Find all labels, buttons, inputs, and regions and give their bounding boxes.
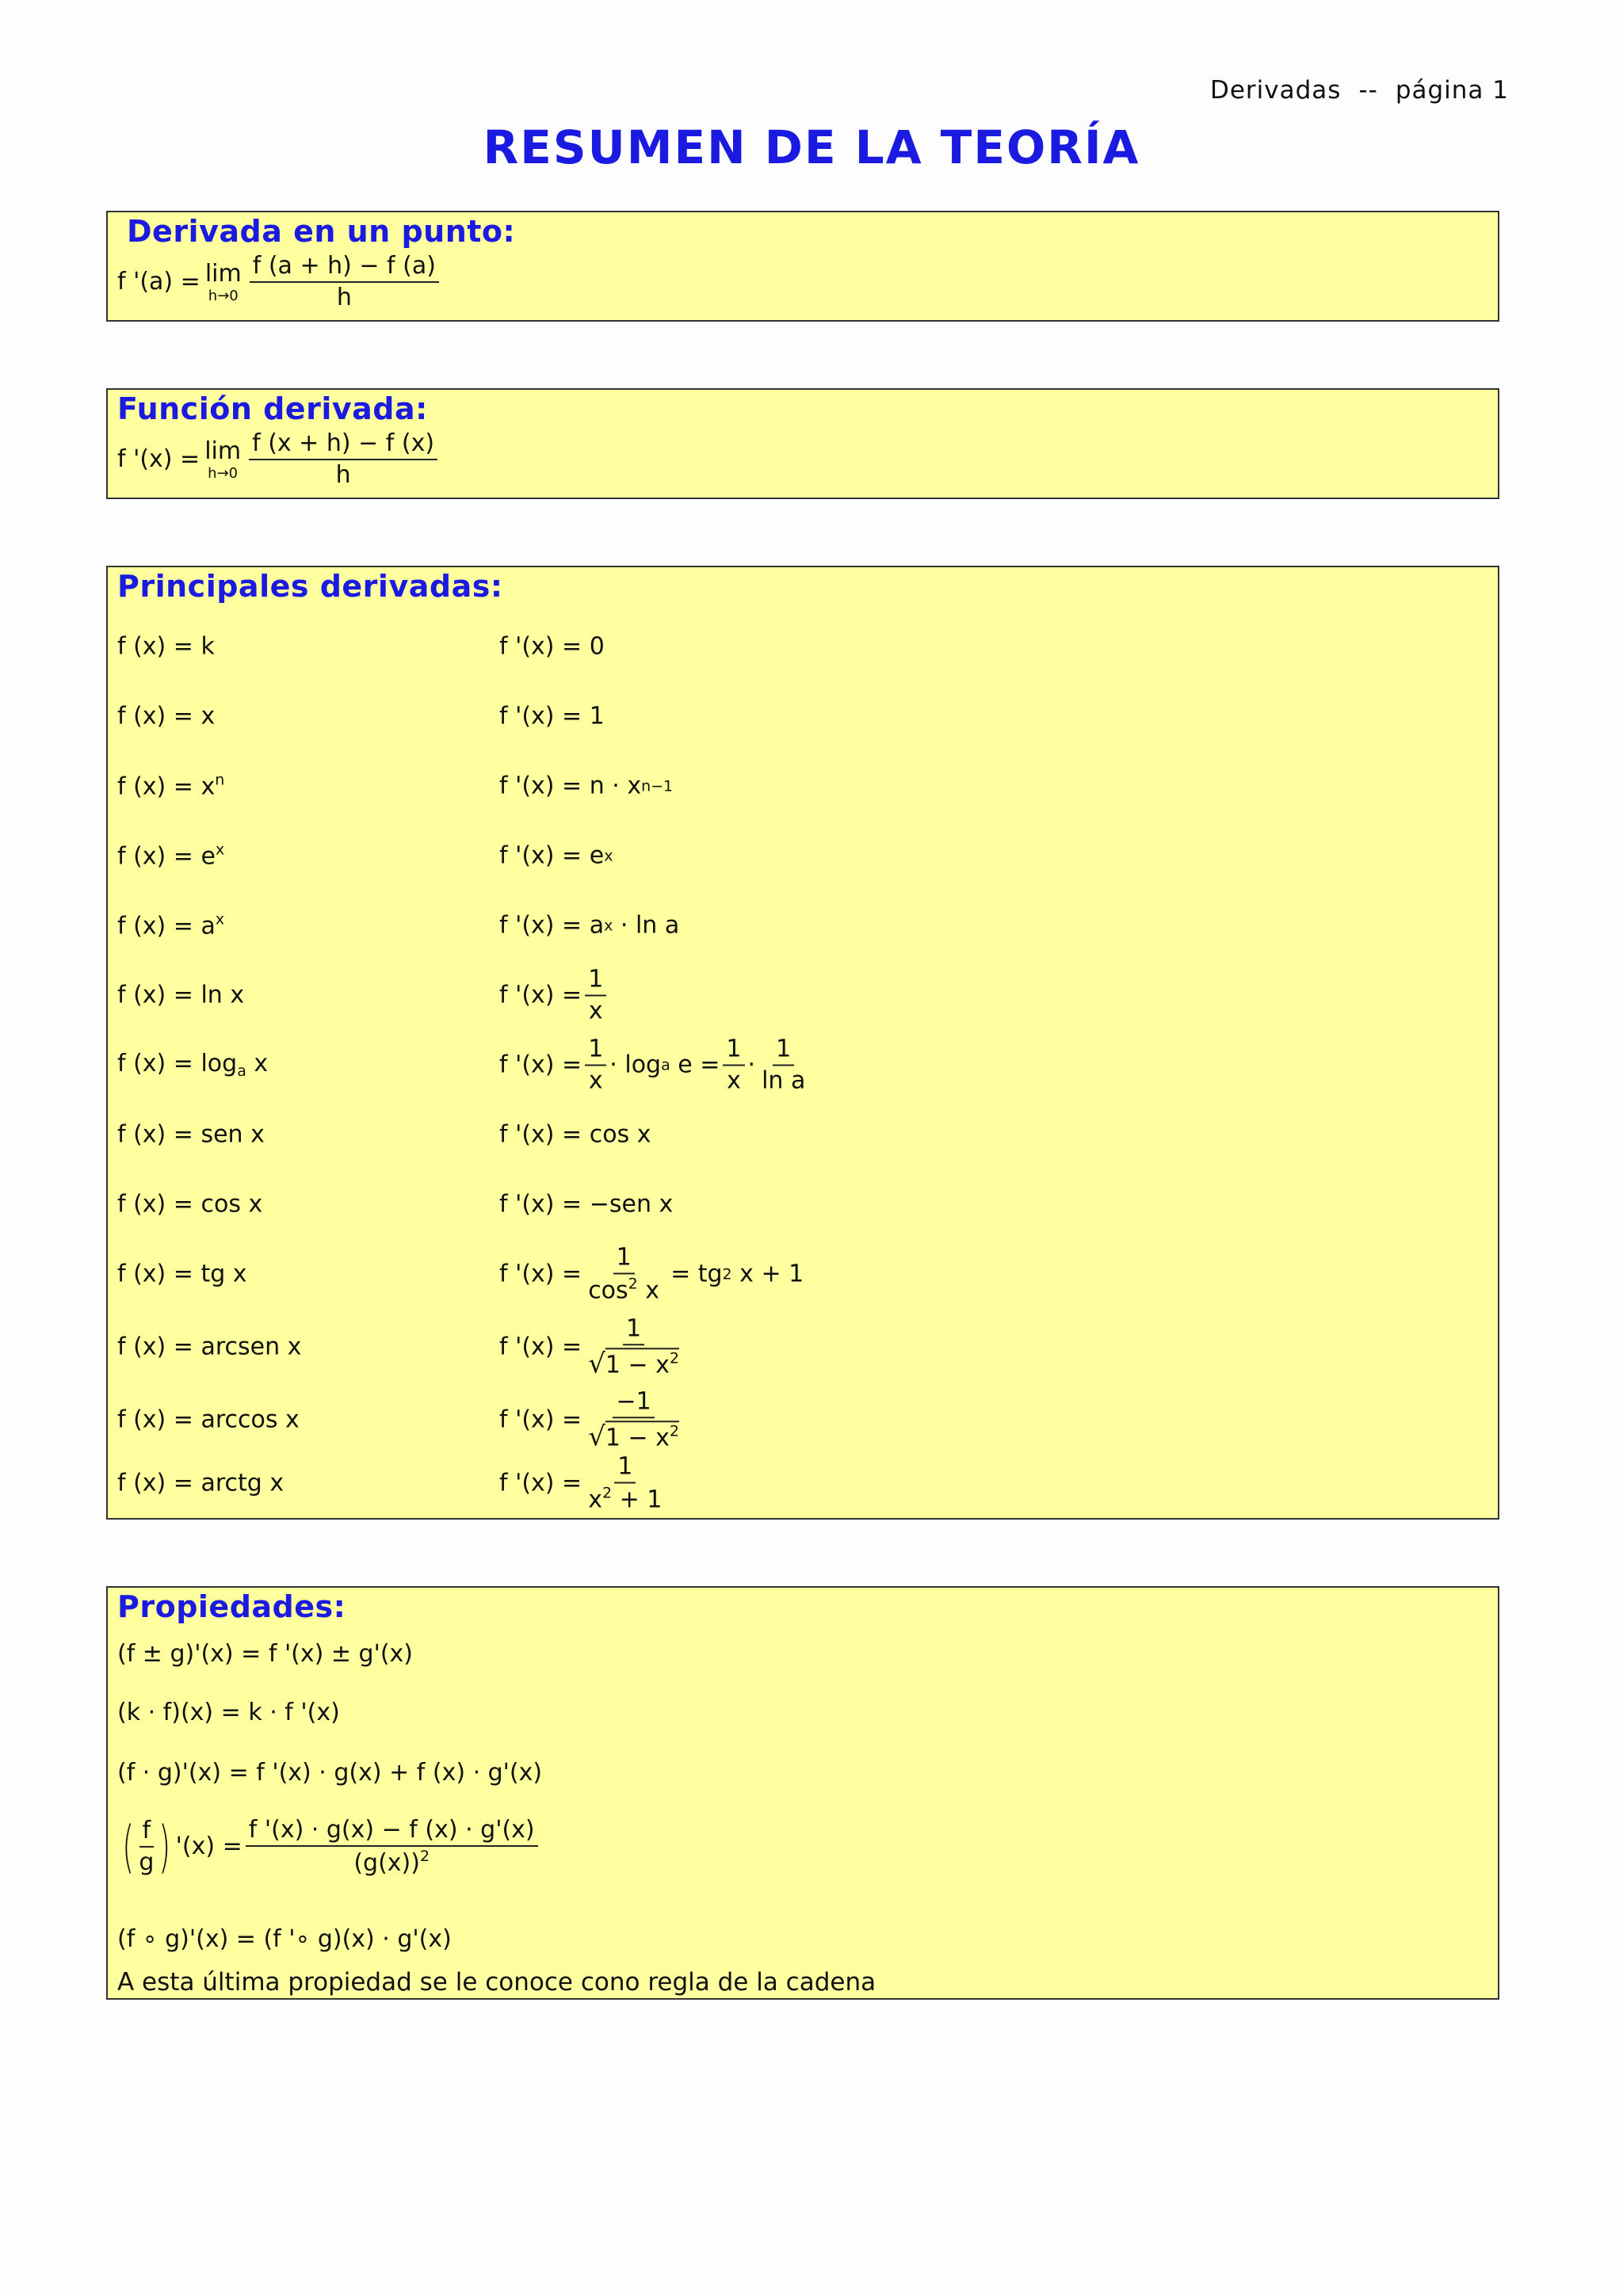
square-root xyxy=(588,1421,679,1451)
expr-base: 1 − x xyxy=(605,1423,670,1451)
fraction-numerator: −1 xyxy=(613,1389,654,1418)
properties-title: Propiedades: xyxy=(117,1589,346,1624)
point-derivative-formula xyxy=(117,254,442,310)
expr-exponent: x xyxy=(604,847,613,864)
page-title: RESUMEN DE LA TEORÍA xyxy=(483,120,1140,174)
expr-tail: x + 1 xyxy=(731,1260,804,1288)
expr-base: (g(x)) xyxy=(353,1848,420,1877)
derivative-expr xyxy=(499,1245,804,1303)
expr-mid: e = xyxy=(670,1051,720,1079)
fraction-numerator: 1 xyxy=(723,1037,744,1066)
property-product-rule: (f · g)'(x) = f '(x) · g(x) + f (x) · g'(x) xyxy=(117,1759,543,1787)
derivative-row-arccos xyxy=(117,1385,1465,1455)
derivative-expr: f '(x) = −sen x xyxy=(499,1190,674,1219)
expr-subscript: a xyxy=(237,1062,246,1080)
function-expr xyxy=(117,772,224,801)
expr-exponent: x xyxy=(604,917,613,934)
expr-tail: x xyxy=(246,1050,269,1077)
fraction-denominator: h xyxy=(335,460,351,489)
derivative-expr xyxy=(499,1452,668,1513)
expr-exponent: x xyxy=(215,841,225,859)
fraction-denominator: g xyxy=(139,1848,155,1876)
derivative-expr xyxy=(499,1037,812,1093)
main-derivatives-title: Principales derivadas: xyxy=(117,569,503,604)
expr-base: f (x) = x xyxy=(117,772,216,801)
expr-tail: + 1 xyxy=(612,1486,663,1513)
header-page-number: página 1 xyxy=(1395,76,1509,105)
limit-operator xyxy=(204,437,241,482)
derivative-row-log xyxy=(117,1030,1465,1100)
limit-label: lim xyxy=(204,259,242,288)
function-expr: f (x) = arctg x xyxy=(117,1469,285,1497)
derivative-row-power xyxy=(117,751,1465,821)
fraction xyxy=(136,1818,157,1875)
derivative-expr: f '(x) = 0 xyxy=(499,632,605,661)
function-expr xyxy=(117,841,224,871)
fraction-denominator: ln a xyxy=(762,1066,806,1094)
derivative-expr xyxy=(499,967,609,1024)
derivative-function-title: Función derivada: xyxy=(117,391,428,426)
derivative-row-cos xyxy=(117,1169,1465,1239)
function-expr: f (x) = sen x xyxy=(117,1120,265,1149)
derivative-lhs: f '(x) = xyxy=(499,1260,582,1288)
fraction xyxy=(758,1037,808,1093)
expr-exponent: 2 xyxy=(419,1847,430,1865)
left-paren: ( xyxy=(122,1814,135,1879)
derivative-row-ln xyxy=(117,960,1465,1030)
fraction-denominator: h xyxy=(336,283,352,311)
derivative-function-box xyxy=(106,388,1499,499)
expr-base: 1 − x xyxy=(605,1350,670,1379)
derivative-lhs: f '(x) = xyxy=(499,981,582,1009)
fraction-numerator: 1 xyxy=(623,1316,644,1345)
derivative-row-arcsen xyxy=(117,1312,1465,1382)
expr-tail: · ln a xyxy=(613,911,680,940)
function-expr xyxy=(117,1050,268,1080)
derivative-lhs: f '(x) = xyxy=(499,1333,582,1361)
expr-base: f '(x) = a xyxy=(499,911,605,940)
derivative-row-constant xyxy=(117,612,1465,681)
fraction xyxy=(585,1316,682,1378)
point-derivative-title: Derivada en un punto: xyxy=(127,214,516,249)
header-section: Derivadas xyxy=(1209,76,1342,105)
expr-base: f (x) = e xyxy=(117,842,216,871)
function-expr: f (x) = ln x xyxy=(117,981,245,1009)
main-derivatives-box xyxy=(106,566,1499,1520)
derivative-function-formula xyxy=(117,431,441,487)
fraction-denominator xyxy=(585,1483,665,1512)
point-derivative-box xyxy=(106,211,1499,322)
fraction-denominator xyxy=(585,1274,663,1303)
derivative-row-sen xyxy=(117,1100,1465,1169)
limit-operator xyxy=(205,260,242,304)
derivative-row-arctg xyxy=(117,1448,1465,1518)
expr-exponent: 2 xyxy=(722,1265,732,1283)
expr-base: f (x) = log xyxy=(117,1050,238,1077)
property-sum-rule: (f ± g)'(x) = f '(x) ± g'(x) xyxy=(117,1640,414,1668)
square-root xyxy=(588,1348,679,1378)
function-expr: f (x) = tg x xyxy=(117,1260,247,1288)
fraction xyxy=(585,1452,665,1513)
radicand xyxy=(605,1348,679,1378)
fraction-denominator xyxy=(585,1418,682,1451)
limit-subscript: h→0 xyxy=(208,287,239,304)
function-expr: f (x) = x xyxy=(117,702,216,730)
expr-tail: x xyxy=(637,1276,660,1304)
expr-exponent: x xyxy=(215,910,225,929)
property-constant-rule: (k · f)(x) = k · f '(x) xyxy=(117,1699,340,1726)
fraction-denominator: x xyxy=(588,997,603,1024)
expr-base: f (x) = a xyxy=(117,912,216,940)
difference-quotient xyxy=(250,254,439,310)
derivative-expr xyxy=(499,1389,685,1451)
expr-exponent: 2 xyxy=(669,1348,680,1367)
difference-quotient xyxy=(249,431,437,487)
property-quotient-rule xyxy=(117,1814,541,1879)
fraction-numerator: 1 xyxy=(585,967,606,997)
derivative-expr xyxy=(499,912,679,940)
fraction xyxy=(723,1037,744,1093)
radical-sign: √ xyxy=(588,1348,605,1380)
fraction-numerator: f (a + h) − f (a) xyxy=(250,254,439,283)
expr-exponent: 2 xyxy=(669,1421,680,1440)
function-expr: f (x) = cos x xyxy=(117,1190,263,1219)
expr-base: x xyxy=(588,1486,602,1513)
radical-sign: √ xyxy=(588,1421,605,1453)
expr-base: f '(x) = e xyxy=(499,841,605,870)
fraction-denominator: x xyxy=(727,1066,741,1094)
expr-exponent: n−1 xyxy=(641,777,674,795)
derivative-expr xyxy=(499,772,673,800)
formula-lhs: f '(x) = xyxy=(117,445,200,473)
fraction xyxy=(246,1817,538,1875)
expr-exponent: 2 xyxy=(601,1484,613,1501)
fraction-numerator: f '(x) · g(x) − f (x) · g'(x) xyxy=(246,1817,538,1847)
expr-exponent: n xyxy=(215,771,225,789)
fraction-numerator: 1 xyxy=(614,1455,636,1484)
fraction-numerator: 1 xyxy=(613,1245,635,1275)
limit-label: lim xyxy=(204,437,242,465)
derivative-row-tg xyxy=(117,1239,1465,1309)
expr-mid: = tg xyxy=(670,1260,723,1288)
property-chain-rule: (f ∘ g)'(x) = (f '∘ g)(x) · g'(x) xyxy=(117,1925,452,1953)
expr-exponent: 2 xyxy=(628,1275,638,1292)
function-expr: f (x) = arcsen x xyxy=(117,1333,302,1361)
derivative-expr xyxy=(499,842,613,870)
fraction-denominator xyxy=(350,1847,433,1876)
function-expr: f (x) = k xyxy=(117,632,215,661)
expr-mid: '(x) = xyxy=(175,1833,242,1860)
derivative-expr: f '(x) = cos x xyxy=(499,1120,651,1149)
page-header xyxy=(1210,76,1509,105)
fraction-numerator: 1 xyxy=(585,1037,606,1066)
expr-base: f '(x) = n · x xyxy=(499,772,642,800)
fraction-numerator: f (x + h) − f (x) xyxy=(249,431,437,460)
function-expr: f (x) = arccos x xyxy=(117,1405,300,1434)
limit-subscript: h→0 xyxy=(208,464,239,482)
derivative-expr: f '(x) = 1 xyxy=(499,702,605,730)
expr-subscript: a xyxy=(661,1056,670,1074)
expr-mid: · log xyxy=(609,1051,662,1079)
derivative-row-exp-base-a xyxy=(117,891,1465,960)
fraction xyxy=(585,1245,663,1303)
derivative-row-exp xyxy=(117,821,1465,891)
fraction-denominator xyxy=(585,1345,682,1378)
fraction-numerator: f xyxy=(139,1818,155,1848)
chain-rule-note: A esta última propiedad se le conoce cono regla de la cadena xyxy=(117,1968,876,1997)
derivative-expr xyxy=(499,1316,685,1378)
function-expr xyxy=(117,911,224,940)
fraction xyxy=(585,1037,606,1093)
derivative-lhs: f '(x) = xyxy=(499,1469,582,1497)
fraction xyxy=(585,1389,682,1451)
multiply-dot: · xyxy=(747,1051,756,1079)
derivative-lhs: f '(x) = xyxy=(499,1405,582,1434)
formula-lhs: f '(a) = xyxy=(117,268,200,296)
fraction xyxy=(585,967,606,1024)
radicand xyxy=(605,1421,679,1451)
derivative-lhs: f '(x) = xyxy=(499,1051,582,1079)
fraction-numerator: 1 xyxy=(773,1037,794,1066)
header-separator: -- xyxy=(1358,76,1378,105)
fraction-denominator: x xyxy=(588,1066,603,1094)
expr-base: cos xyxy=(588,1276,628,1304)
derivative-row-identity xyxy=(117,681,1465,751)
properties-box xyxy=(106,1586,1499,2000)
right-paren: ) xyxy=(158,1814,171,1879)
